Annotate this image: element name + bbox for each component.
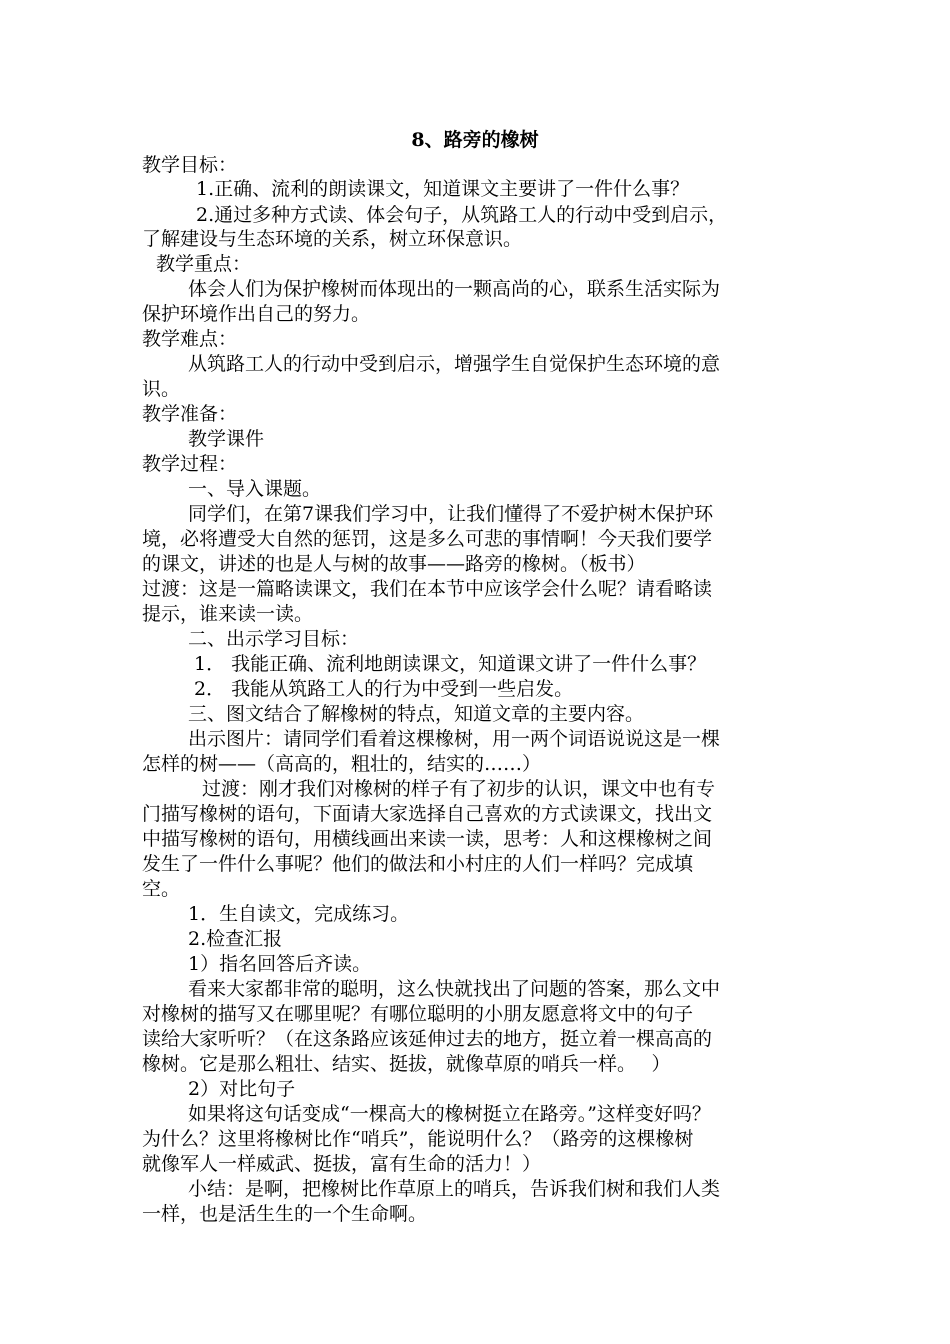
paragraph-line: 过渡：这是一篇略读课文，我们在本节中应该学会什么呢？请看略读 (142, 578, 713, 600)
objective-1: 1． 我能正确、流利地朗读课文，知道课文讲了一件什么事？ (194, 653, 707, 675)
goal-2-cont: 了解建设与生态环境的关系，树立环保意识。 (142, 228, 523, 250)
substep-2-2: 2）对比句子 (188, 1078, 296, 1100)
paragraph-line: 对橡树的描写又在哪里呢？有哪位聪明的小朋友愿意将文中的句子 (142, 1003, 694, 1025)
paragraph-line: 橡树。它是那么粗壮、结实、挺拔，就像草原的哨兵一样。 ） (142, 1053, 671, 1075)
paragraph-line: 的课文，讲述的也是人与树的故事——路旁的橡树。（板书） (142, 553, 646, 575)
step-2-heading: 二、出示学习目标： (188, 628, 360, 650)
goal-1: 1.正确、流利的朗读课文，知道课文主要讲了一件什么事？ (196, 178, 690, 200)
paragraph-line: 境，必将遭受大自然的惩罚，这是多么可悲的事情啊！今天我们要学 (142, 528, 713, 550)
step-1-heading: 一、导入课题。 (188, 478, 322, 500)
page-title: 8、路旁的橡树 (411, 129, 539, 151)
paragraph-line: 小结：是啊，把橡树比作草原上的哨兵，告诉我们树和我们人类 (188, 1178, 721, 1200)
substep-1: 1．生自读文，完成练习。 (188, 903, 410, 925)
section-heading-difficulties: 教学难点： (142, 328, 238, 350)
goal-2: 2.通过多种方式读、体会句子，从筑路工人的行动中受到启示， (196, 204, 728, 226)
key-points-text-cont: 保护环境作出自己的努力。 (142, 303, 371, 325)
paragraph-line: 读给大家听听？（在这条路应该延伸过去的地方，挺立着一棵高高的 (142, 1028, 713, 1050)
section-heading-process: 教学过程： (142, 453, 238, 475)
paragraph-line: 过渡：刚才我们对橡树的样子有了初步的认识，课文中也有专 (202, 778, 716, 800)
substep-2: 2.检查汇报 (188, 928, 283, 950)
difficulties-text: 从筑路工人的行动中受到启示，增强学生自觉保护生态环境的意 (188, 353, 721, 375)
substep-2-1: 1）指名回答后齐读。 (188, 953, 372, 975)
section-heading-preparation: 教学准备： (142, 403, 238, 425)
paragraph-line: 中描写橡树的语句，用横线画出来读一读，思考：人和这棵橡树之间 (142, 828, 713, 850)
paragraph-line: 出示图片：请同学们看着这棵橡树，用一两个词语说说这是一棵 (188, 728, 721, 750)
paragraph-line: 门描写橡树的语句，下面请大家选择自己喜欢的方式读课文，找出文 (142, 803, 713, 825)
paragraph-line: 空。 (142, 878, 181, 900)
paragraph-line: 怎样的树——（高高的，粗壮的，结实的……） (142, 753, 542, 775)
preparation-text: 教学课件 (188, 428, 265, 450)
paragraph-line: 为什么？这里将橡树比作“哨兵”，能说明什么？（路旁的这棵橡树 (142, 1128, 694, 1150)
step-3-heading: 三、图文结合了解橡树的特点，知道文章的主要内容。 (188, 703, 645, 725)
paragraph-line: 提示，谁来读一读。 (142, 603, 314, 625)
difficulties-text-cont: 识。 (142, 378, 181, 400)
paragraph-line: 如果将这句话变成“一棵高大的橡树挺立在路旁。”这样变好吗？ (188, 1103, 711, 1125)
paragraph-line: 一样，也是活生生的一个生命啊。 (142, 1203, 428, 1225)
objective-2: 2． 我能从筑路工人的行为中受到一些启发。 (194, 678, 574, 700)
section-heading-key-points: 教学重点： (156, 253, 252, 275)
paragraph-line: 就像军人一样威武、挺拔，富有生命的活力！） (142, 1153, 542, 1175)
section-heading-goals: 教学目标： (142, 154, 238, 176)
paragraph-line: 同学们，在第7课我们学习中，让我们懂得了不爱护树木保护环 (188, 503, 714, 525)
paragraph-line: 发生了一件什么事呢？他们的做法和小村庄的人们一样吗？完成填 (142, 853, 694, 875)
key-points-text: 体会人们为保护橡树而体现出的一颗高尚的心，联系生活实际为 (188, 278, 721, 300)
paragraph-line: 看来大家都非常的聪明，这么快就找出了问题的答案，那么文中 (188, 978, 721, 1000)
